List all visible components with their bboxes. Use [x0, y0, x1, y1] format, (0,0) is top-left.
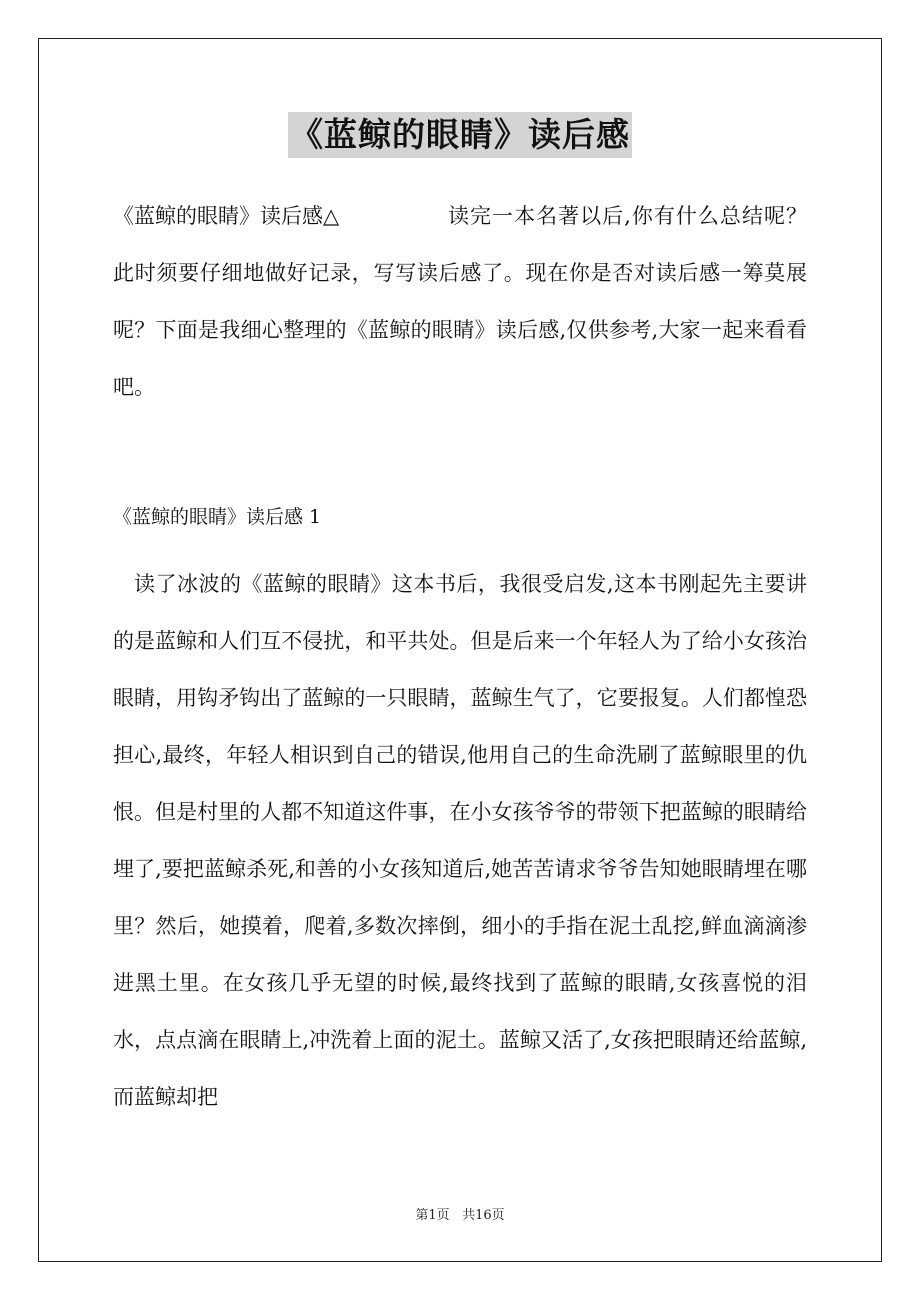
intro-text: 读完一本名著以后,你有什么总结呢？此时须要仔细地做好记录，写写读后感了。现在你是否对读后感一筹莫展呢？下面是我细心整理的《蓝鲸的眼睛》读后感,仅供参考,大家一起来看看吧。	[113, 204, 807, 399]
total-pages-number: 16	[475, 1208, 492, 1223]
intro-paragraph	[113, 188, 807, 416]
total-suffix: 页	[491, 1208, 505, 1223]
page-prefix: 第	[415, 1208, 429, 1223]
section-heading: 《蓝鲸的眼睛》读后感 1	[113, 506, 322, 528]
essay-paragraph: 读了冰波的《蓝鲸的眼睛》这本书后，我很受启发,这本书刚起先主要讲的是蓝鲸和人们互不侵扰，和平共处。但是后来一个年轻人为了给小女孩治眼睛，用钩矛钩出了蓝鲸的一只眼睛，蓝鲸生气了，它要报复。人们都惶恐担心,最终，年轻人相识到自己的错误,他用自己的生命洗刷了蓝鲸眼里的仇恨。但是村里的人都不知道这件事，在小女孩爷爷的带领下把蓝鲸的眼睛给埋了,要把蓝鲸杀死,和善的小女孩知道后,她苦苦请求爷爷告知她眼睛埋在哪里？然后，她摸着，爬着,多数次摔倒，细小的手指在泥土乱挖,鲜血滴滴渗进黑土里。在女孩几乎无望的时候,最终找到了蓝鲸的眼睛,女孩喜悦的泪水，点点滴在眼睛上,冲洗着上面的泥土。蓝鲸又活了,女孩把眼睛还给蓝鲸,而蓝鲸却把	[113, 572, 807, 1109]
title-container	[0, 112, 920, 158]
total-prefix: 共	[462, 1208, 476, 1223]
page-suffix: 页	[436, 1208, 450, 1223]
document-title: 《蓝鲸的眼睛》读后感	[288, 112, 632, 158]
current-page-number: 1	[428, 1208, 437, 1223]
intro-label: 《蓝鲸的眼睛》读后感△	[113, 204, 340, 228]
page-footer	[0, 1207, 920, 1225]
